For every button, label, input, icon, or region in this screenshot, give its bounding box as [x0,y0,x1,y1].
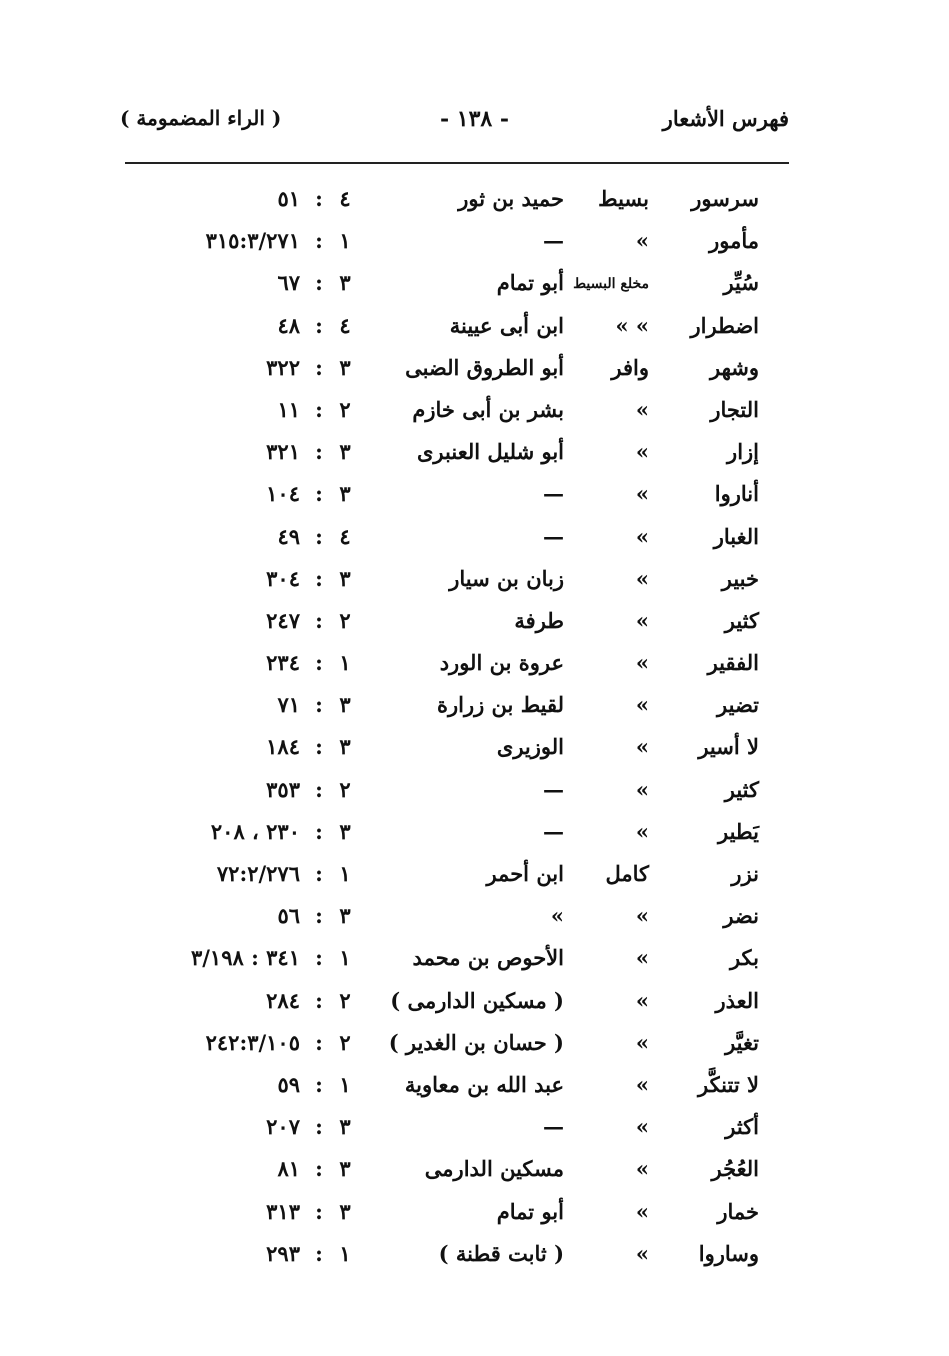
volume: ٢ [339,987,351,1013]
table-row [0,435,949,477]
poet: ( مسكين الدارمى ) [390,987,564,1013]
separator: : [315,523,323,549]
separator: : [315,861,323,886]
rhyme-word: كثير [724,776,759,802]
meter: وافر [611,354,649,380]
table-row [0,266,949,308]
rhyme-word: بكر [729,945,759,971]
meter: مخلع البسيط [573,276,649,293]
rhyme-word: خبير [721,565,759,591]
table-row [0,941,949,983]
page-ref: ٥١ [277,186,300,211]
rhyme-word: نضر [723,903,759,929]
volume: ٢ [339,1029,351,1055]
poet: — [543,1114,564,1140]
poet: — [543,523,564,549]
rhyme-word: تغيَّر [725,1029,759,1055]
poet: عبد الله بن معاوية [404,1071,564,1097]
meter: » [635,776,649,802]
page-ref: ٥٩ [277,1071,300,1097]
page-ref: ٤٨ [277,312,300,338]
page-ref: ٣١٥:٣/٢٧١ [205,228,300,254]
meter: » [635,481,649,507]
meter: » [635,607,649,633]
separator: : [315,1240,323,1266]
separator: : [315,734,323,760]
meter: » [635,1114,649,1140]
table-row [0,351,949,393]
rhyme-heading: ( الراء المضمومة ) [120,106,282,130]
page-ref: ٨١ [277,1156,300,1182]
meter: » [635,1029,649,1055]
table-row [0,773,949,815]
meter: » [635,903,649,929]
table-row [0,899,949,941]
poet: ( ثابت قطنة ) [438,1240,564,1266]
volume: ٢ [339,396,351,422]
volume: ٣ [339,1156,351,1182]
page-ref: ٢٩٣ [266,1240,300,1266]
rhyme-word: التجار [710,396,759,422]
poet: — [543,228,564,254]
page-ref: ٣٥٣ [266,776,300,802]
poet: الوزيرى [496,734,564,760]
rhyme-word: سُيِّر [723,270,759,296]
rhyme-word: إزار [727,439,759,465]
page-ref: ٣٠٤ [266,565,300,591]
page-ref: ٢٣٤ [266,650,300,676]
table-row [0,646,949,688]
page-ref: ٣٢١ [266,439,300,465]
separator: : [315,186,323,211]
table-row [0,1152,949,1194]
separator: : [315,565,323,591]
poet: عروة بن الورد [439,650,564,676]
volume: ٣ [339,1114,351,1140]
separator: : [315,1198,323,1224]
page-ref: ٣٢٢ [266,354,300,380]
separator: : [315,312,323,338]
separator: : [315,1071,323,1097]
page-ref: ٦٧ [277,270,300,296]
meter: » [635,650,649,676]
table-row [0,224,949,266]
meter: » [635,565,649,591]
page-ref: ٣٤١ : ٣/١٩٨ [190,945,300,971]
volume: ٣ [339,818,351,844]
volume: ٢ [339,776,351,802]
rhyme-word: سرسور [691,186,759,211]
table-row [0,730,949,772]
meter: » [635,692,649,718]
meter: كامل [605,861,649,886]
section-title: فهرس الأشعار [662,106,789,131]
separator: : [315,650,323,676]
page-ref: ١١ [277,396,300,422]
rhyme-word: وشهر [709,354,759,380]
rhyme-word: أكثر [725,1114,759,1140]
meter: » » [615,312,649,338]
poet: مسكين الدارمى [424,1156,564,1182]
rhyme-word: أناروا [714,481,759,507]
meter: » [635,228,649,254]
poet: — [543,776,564,802]
rhyme-word: العُجُر [711,1156,759,1182]
poet: زبان بن سيار [449,565,564,591]
poet: أبو تمام [496,1198,564,1224]
separator: : [315,439,323,465]
separator: : [315,607,323,633]
separator: : [315,270,323,296]
rhyme-word: يَطير [718,818,759,844]
separator: : [315,945,323,971]
rhyme-word: العذر [715,987,759,1013]
table-row [0,1237,949,1279]
separator: : [315,396,323,422]
volume: ١ [339,861,351,886]
table-row [0,562,949,604]
table-row [0,688,949,730]
rhyme-word: كثير [724,607,759,633]
header-rule [125,162,789,164]
rhyme-word: لا تتنكَّر [698,1071,759,1097]
page-header [0,106,949,146]
rhyme-word: لا أسير [698,734,759,760]
separator: : [315,481,323,507]
page-ref: ٧٢:٢/٢٧٦ [216,861,300,886]
poet: — [543,818,564,844]
table-row [0,1110,949,1152]
meter: » [635,734,649,760]
poet: » [550,903,564,929]
table-row [0,815,949,857]
poet: بشر بن أبى خازم [412,396,564,422]
page-ref: ٢٤٢:٣/١٠٥ [205,1029,300,1055]
volume: ٣ [339,354,351,380]
meter: » [635,945,649,971]
table-row [0,1068,949,1110]
volume: ١ [339,228,351,254]
volume: ١ [339,650,351,676]
poet: أبو تمام [496,270,564,296]
page-number: - ١٣٨ - [439,106,510,132]
volume: ٤ [339,523,351,549]
rhyme-word: وساروا [698,1240,759,1266]
meter: » [635,439,649,465]
page-ref: ٣١٣ [266,1198,300,1224]
table-row [0,309,949,351]
poet: — [543,481,564,507]
meter: » [635,396,649,422]
poet: ابن أحمر [486,861,564,886]
volume: ٣ [339,903,351,929]
page-ref: ٥٦ [277,903,300,929]
poet: الأحوص بن محمد [412,945,564,971]
volume: ٣ [339,481,351,507]
separator: : [315,987,323,1013]
volume: ١ [339,1071,351,1097]
poet: أبو الطروق الضبى [405,354,564,380]
poet: أبو شليل العنبرى [417,439,564,465]
separator: : [315,776,323,802]
table-row [0,182,949,224]
page-ref: ٢٨٤ [266,987,300,1013]
volume: ٣ [339,692,351,718]
volume: ٤ [339,186,351,211]
rhyme-word: تضير [717,692,759,718]
page-ref: ١٨٤ [266,734,300,760]
meter: » [635,523,649,549]
meter: » [635,1240,649,1266]
page-ref: ٧١ [277,692,300,718]
poetry-index-table [0,182,949,1279]
meter: » [635,818,649,844]
separator: : [315,1029,323,1055]
separator: : [315,818,323,844]
rhyme-word: الغبار [713,523,759,549]
table-row [0,520,949,562]
meter: » [635,1156,649,1182]
page-ref: ١٠٤ [266,481,300,507]
page-ref: ٢٣٠ ، ٢٠٨ [210,818,300,844]
volume: ٤ [339,312,351,338]
separator: : [315,903,323,929]
meter: » [635,987,649,1013]
page-ref: ٢٤٧ [266,607,300,633]
rhyme-word: اضطرار [690,312,759,338]
poet: ابن أبى عيينة [449,312,564,338]
poet: ( حسان بن الغدير ) [388,1029,564,1055]
separator: : [315,1114,323,1140]
meter: » [635,1071,649,1097]
table-row [0,857,949,899]
volume: ٣ [339,439,351,465]
poet: لقيط بن زرارة [436,692,564,718]
separator: : [315,228,323,254]
page-ref: ٢٠٧ [266,1114,300,1140]
separator: : [315,692,323,718]
rhyme-word: مأمور [709,228,759,254]
table-row [0,477,949,519]
rhyme-word: نزر [731,861,759,886]
volume: ٣ [339,270,351,296]
volume: ٣ [339,734,351,760]
table-row [0,393,949,435]
poet: طرفة [514,607,564,633]
rhyme-word: الفقير [707,650,759,676]
table-row [0,984,949,1026]
poet: حميد بن ثور [458,186,564,211]
meter: بسيط [598,186,649,211]
table-row [0,604,949,646]
meter: » [635,1198,649,1224]
volume: ١ [339,945,351,971]
volume: ١ [339,1240,351,1266]
volume: ٢ [339,607,351,633]
separator: : [315,1156,323,1182]
rhyme-word: خمار [717,1198,759,1224]
table-row [0,1026,949,1068]
separator: : [315,354,323,380]
volume: ٣ [339,1198,351,1224]
page-ref: ٤٩ [277,523,300,549]
volume: ٣ [339,565,351,591]
table-row [0,1195,949,1237]
